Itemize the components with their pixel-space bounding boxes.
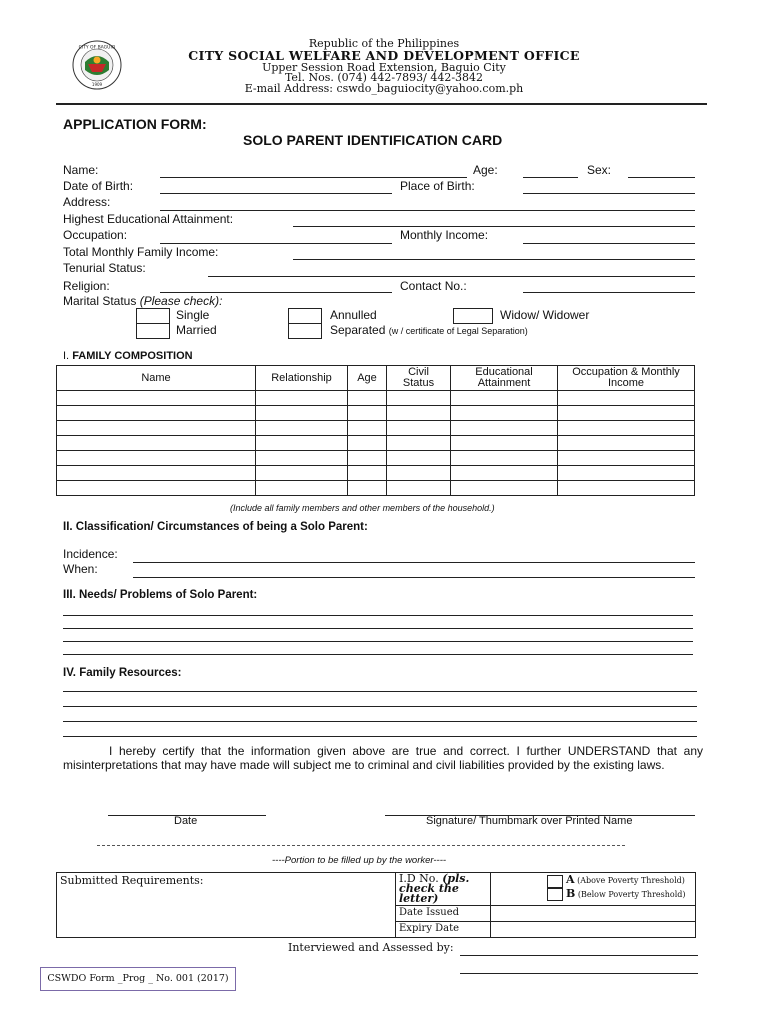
- a-checkbox[interactable]: [547, 875, 563, 888]
- form-code-box: [40, 967, 236, 991]
- dob-field[interactable]: [160, 193, 392, 194]
- id-no-label: I.D No.: [399, 872, 439, 885]
- occupation-field[interactable]: [160, 243, 392, 244]
- expiry-date-field[interactable]: [491, 922, 696, 938]
- col-edu-2: Attainment: [477, 377, 531, 389]
- family-table-header: [57, 366, 695, 391]
- needs-line-2[interactable]: [63, 628, 693, 629]
- col-civil-status: [387, 366, 451, 391]
- dob-label: Date of Birth:: [63, 179, 134, 193]
- religion-field[interactable]: [160, 292, 392, 293]
- check-letter-label: check the letter): [399, 882, 459, 905]
- pob-label: Place of Birth:: [400, 179, 475, 193]
- submitted-requirements-cell[interactable]: [57, 873, 396, 938]
- age-field[interactable]: [523, 177, 578, 178]
- date-label: Date: [174, 815, 198, 827]
- col-education: [451, 366, 558, 391]
- republic-line: Republic of the Philippines: [308, 37, 460, 50]
- submitted-requirements-label: Submitted Requirements:: [60, 874, 204, 887]
- contact-field[interactable]: [523, 292, 695, 293]
- widow-checkbox[interactable]: [453, 308, 493, 324]
- b-checkbox[interactable]: [547, 888, 563, 901]
- option-b[interactable]: [547, 888, 692, 902]
- pls-label: (pls.: [442, 872, 470, 885]
- tenurial-field[interactable]: [208, 276, 695, 277]
- table-row[interactable]: [57, 451, 695, 466]
- office-name: CITY SOCIAL WELFARE AND DEVELOPMENT OFFICE: [188, 48, 580, 63]
- col-civil-1: Civil: [408, 366, 429, 378]
- form-code: CSWDO Form _Prog _ No. 001 (2017): [47, 973, 229, 984]
- needs-title: III. Needs/ Problems of Solo Parent:: [63, 589, 258, 601]
- sex-field[interactable]: [628, 177, 695, 178]
- family-income-label: Total Monthly Family Income:: [63, 245, 219, 259]
- seal-top-text: CITY OF BAGUIO: [78, 45, 116, 51]
- application-form-label: APPLICATION FORM:: [63, 116, 207, 132]
- needs-line-3[interactable]: [63, 641, 693, 642]
- family-section-title: [63, 350, 193, 362]
- option-a[interactable]: [547, 874, 692, 888]
- contact-label: Contact No.:: [400, 279, 467, 293]
- when-label: When:: [63, 562, 98, 576]
- incidence-label: Incidence:: [63, 547, 118, 561]
- family-note: (Include all family members and other members of the household.): [230, 503, 495, 513]
- office-address: Upper Session Road Extension, Baguio City: [262, 61, 506, 74]
- date-issued-field[interactable]: [491, 906, 696, 922]
- widow-label: Widow/ Widower: [500, 308, 590, 322]
- sex-label: Sex:: [587, 163, 612, 177]
- name-field[interactable]: [160, 177, 467, 178]
- resources-line-1[interactable]: [63, 691, 697, 692]
- age-label: Age:: [473, 163, 498, 177]
- seal-year: 1909: [91, 82, 103, 87]
- threshold-cell: [491, 873, 696, 906]
- when-field[interactable]: [133, 577, 695, 578]
- classification-title: II. Classification/ Circumstances of being a Solo Parent:: [63, 521, 368, 533]
- col-civil-2: Status: [402, 377, 435, 389]
- family-income-field[interactable]: [293, 259, 695, 260]
- married-label: Married: [176, 323, 217, 337]
- a-note: (Above Poverty Threshold): [577, 876, 685, 885]
- col-name: Name: [57, 366, 256, 391]
- separated-text: Separated: [330, 323, 386, 337]
- occupation-label: Occupation:: [63, 228, 128, 242]
- table-row[interactable]: [57, 406, 695, 421]
- separated-label: [330, 323, 528, 337]
- married-checkbox[interactable]: [136, 323, 170, 339]
- marital-status-label: [63, 294, 222, 308]
- address-field[interactable]: [160, 210, 695, 211]
- table-row[interactable]: [57, 481, 695, 496]
- col-occupation: [558, 366, 695, 391]
- separated-note: (w / certificate of Legal Separation): [388, 326, 528, 336]
- interviewed-line[interactable]: [460, 955, 698, 956]
- table-row[interactable]: [57, 466, 695, 481]
- col-age: Age: [348, 366, 387, 391]
- b-note: (Below Poverty Threshold): [577, 889, 686, 899]
- table-row[interactable]: [57, 421, 695, 436]
- a-letter: A: [566, 873, 575, 886]
- col-occ-2: Income: [607, 377, 645, 389]
- resources-title: IV. Family Resources:: [63, 667, 182, 679]
- monthly-income-label: Monthly Income:: [400, 228, 489, 242]
- religion-label: Religion:: [63, 279, 110, 293]
- incidence-field[interactable]: [133, 562, 695, 563]
- header-divider: [56, 103, 707, 105]
- marital-status-text: Marital Status: [63, 294, 137, 308]
- family-table: [56, 365, 695, 496]
- separated-checkbox[interactable]: [288, 323, 322, 339]
- annulled-checkbox[interactable]: [288, 308, 322, 324]
- resources-line-2[interactable]: [63, 706, 697, 707]
- education-field[interactable]: [293, 226, 695, 227]
- worker-table: [56, 872, 696, 938]
- table-row[interactable]: [57, 391, 695, 406]
- date-issued-label: Date Issued: [396, 906, 491, 922]
- marital-status-note: (Please check):: [139, 294, 223, 308]
- id-no-cell: [396, 873, 491, 906]
- office-tel: Tel. Nos. (074) 442-7893/ 442-3842: [284, 71, 484, 84]
- certification-text: I hereby certify that the information given above are true and correct. I further UNDERSTAND that any misinterpretations that may have made will subject me to criminal and civil liabilities provided by the existing laws.: [63, 744, 703, 772]
- needs-line-1[interactable]: [63, 615, 693, 616]
- expiry-date-label: Expiry Date: [396, 922, 491, 938]
- education-label: Highest Educational Attainment:: [63, 212, 234, 226]
- col-occ-1: Occupation & Monthly: [572, 366, 680, 378]
- assessed-line[interactable]: [460, 973, 698, 974]
- needs-line-4[interactable]: [63, 654, 693, 655]
- cut-line: [97, 845, 625, 846]
- tenurial-label: Tenurial Status:: [63, 261, 146, 275]
- annulled-label: Annulled: [330, 308, 377, 322]
- office-email: E-mail Address: cswdo_baguiocity@yahoo.com.ph: [244, 82, 524, 95]
- single-label: Single: [176, 308, 210, 322]
- table-row[interactable]: [57, 436, 695, 451]
- resources-line-4[interactable]: [63, 736, 697, 737]
- signature-label: Signature/ Thumbmark over Printed Name: [426, 815, 633, 827]
- col-relationship: Relationship: [256, 366, 348, 391]
- address-label: Address:: [63, 195, 111, 209]
- form-title: SOLO PARENT IDENTIFICATION CARD: [243, 132, 503, 148]
- family-section-text: FAMILY COMPOSITION: [72, 350, 193, 362]
- col-edu-1: Educational: [475, 366, 533, 378]
- monthly-income-field[interactable]: [523, 243, 695, 244]
- family-section-num: I.: [63, 350, 70, 362]
- pob-field[interactable]: [523, 193, 695, 194]
- single-checkbox[interactable]: [136, 308, 170, 324]
- interviewed-label: Interviewed and Assessed by:: [288, 941, 454, 954]
- worker-portion-label: ----Portion to be filled up by the worker----: [272, 855, 447, 866]
- b-letter: B: [566, 886, 576, 900]
- name-label: Name:: [63, 163, 99, 177]
- resources-line-3[interactable]: [63, 721, 697, 722]
